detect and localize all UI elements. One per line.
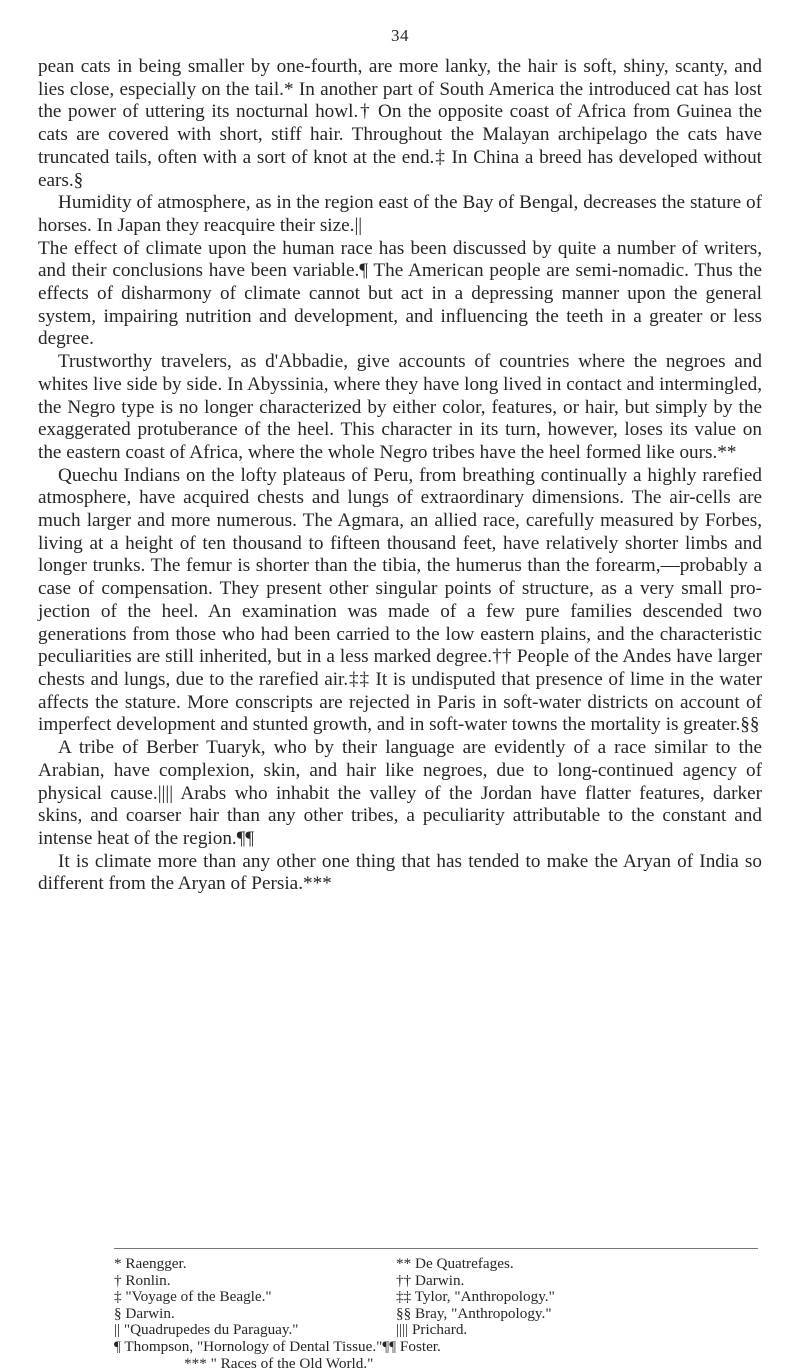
footnote-row bbox=[114, 1256, 764, 1273]
paragraph: Humidity of atmosphere, as in the region east of the Bay of Bengal, decreases the stature of horses. In Japan they reacquire their size.|| bbox=[38, 192, 762, 236]
paragraph: Trustworthy travelers, as d'Abbadie, give accounts of countries where the negroes and whites live side by side. In Abyssinia, where they have long lived in contact and intermingled, the Negro type is no longer characterized by either color, features, or hair, but simply by the exaggerated protuberance of the heel. This character in its turn, however, loses its value on the eastern coast of Africa, where the whole Negro tribes have the heel formed like ours.** bbox=[38, 351, 762, 463]
footnote: ** De Quatrefages. bbox=[396, 1255, 514, 1272]
paragraph: The effect of climate upon the human race has been discussed by quite a number of writers, and their conclusions have been variable.¶ The American people are semi-nomadic. Thus the effects of disharmony of climate cannot but act in a depressing manner upon the general system, impairing nutrition and development, and influencing the teeth in a greater or less degree. bbox=[38, 237, 762, 350]
footnote: † Ronlin. bbox=[114, 1271, 171, 1289]
footnote-row bbox=[114, 1273, 764, 1290]
page-number: 34 bbox=[391, 26, 409, 45]
footnote-row bbox=[114, 1322, 764, 1339]
footnote: || "Quadrupedes du Paraguay." bbox=[114, 1321, 299, 1339]
footnote: §§ Bray, "Anthropology." bbox=[396, 1304, 552, 1322]
body-text bbox=[38, 56, 762, 896]
paragraph: It is climate more than any other one thing that has tended to make the Aryan of India so different from the Aryan of Persia.*** bbox=[38, 850, 762, 895]
footnote: *** " Races of the Old World." bbox=[184, 1354, 374, 1372]
footnote: ‡‡ Tylor, "Anthropology." bbox=[396, 1288, 555, 1306]
paragraph: pean cats in being smaller by one-fourth, are more lanky, the hair is soft, shiny, scanty, and lies close, especially on the tail.* In another part of South America the introduced cat has lost the power of uttering its nocturnal howl.† On the opposite coast of Africa from Guinea the cats are covered with short, stiff hair. Throughout the Malayan archipelago the cats have truncated tails, often with a sort of knot at the end.‡ In China a breed has developed without ears.§ bbox=[38, 56, 762, 191]
paragraph: Quechu Indians on the lofty plateaus of Peru, from breathing continually a highly rarefied atmosphere, have acquired chests and lungs of extraordinary dimensions. The air-cells are much larger and more numerous. The Agmara, an allied race, carefully measured by Forbes, living at a height of ten thousand to fifteen thousand feet, have relatively shorter limbs and longer trunks. The femur is shorter than the tibia, the humerus than the forearm,—probably a case of compensation. They present other singular points of structure, as a very small projection of the heel. An examination was made of a few pure families descended two generations from those who had been carried to the low eastern plains, and the characteristic peculiarities are still inherited, but in a less marked degree.†† People of the Andes have larger chests and lungs, due to the rarefied air.‡‡ It is undisputed that presence of lime in the water affects the stature. More conscripts are rejected in Paris in soft-water districts on account of imperfect development and stunted growth, and in soft-water towns the mortality is greater.§§ bbox=[38, 464, 762, 736]
footnote: § Darwin. bbox=[114, 1304, 175, 1322]
footnote-row bbox=[114, 1289, 764, 1306]
footnote-row bbox=[114, 1306, 764, 1323]
footnote-divider bbox=[114, 1248, 758, 1249]
footnote: ‡ "Voyage of the Beagle." bbox=[114, 1288, 272, 1306]
footnote: ¶ Thompson, "Hornology of Dental Tissue."¶¶ Foster. bbox=[114, 1337, 441, 1355]
footnotes bbox=[114, 1256, 764, 1372]
footnote: †† Darwin. bbox=[396, 1271, 465, 1289]
footnote: * Raengger. bbox=[114, 1255, 187, 1272]
footnote: |||| Prichard. bbox=[396, 1321, 468, 1339]
paragraph: A tribe of Berber Tuaryk, who by their language are evidently of a race similar to the Arabian, have complexion, skin, and hair like negroes, due to long-continued agency of physical cause.|||| Arabs who inhabit the valley of the Jordan have flatter features, darker skins, and coarser hair than any other tribes, a peculiarity attributable to the constant and intense heat of the region.¶¶ bbox=[38, 737, 762, 849]
